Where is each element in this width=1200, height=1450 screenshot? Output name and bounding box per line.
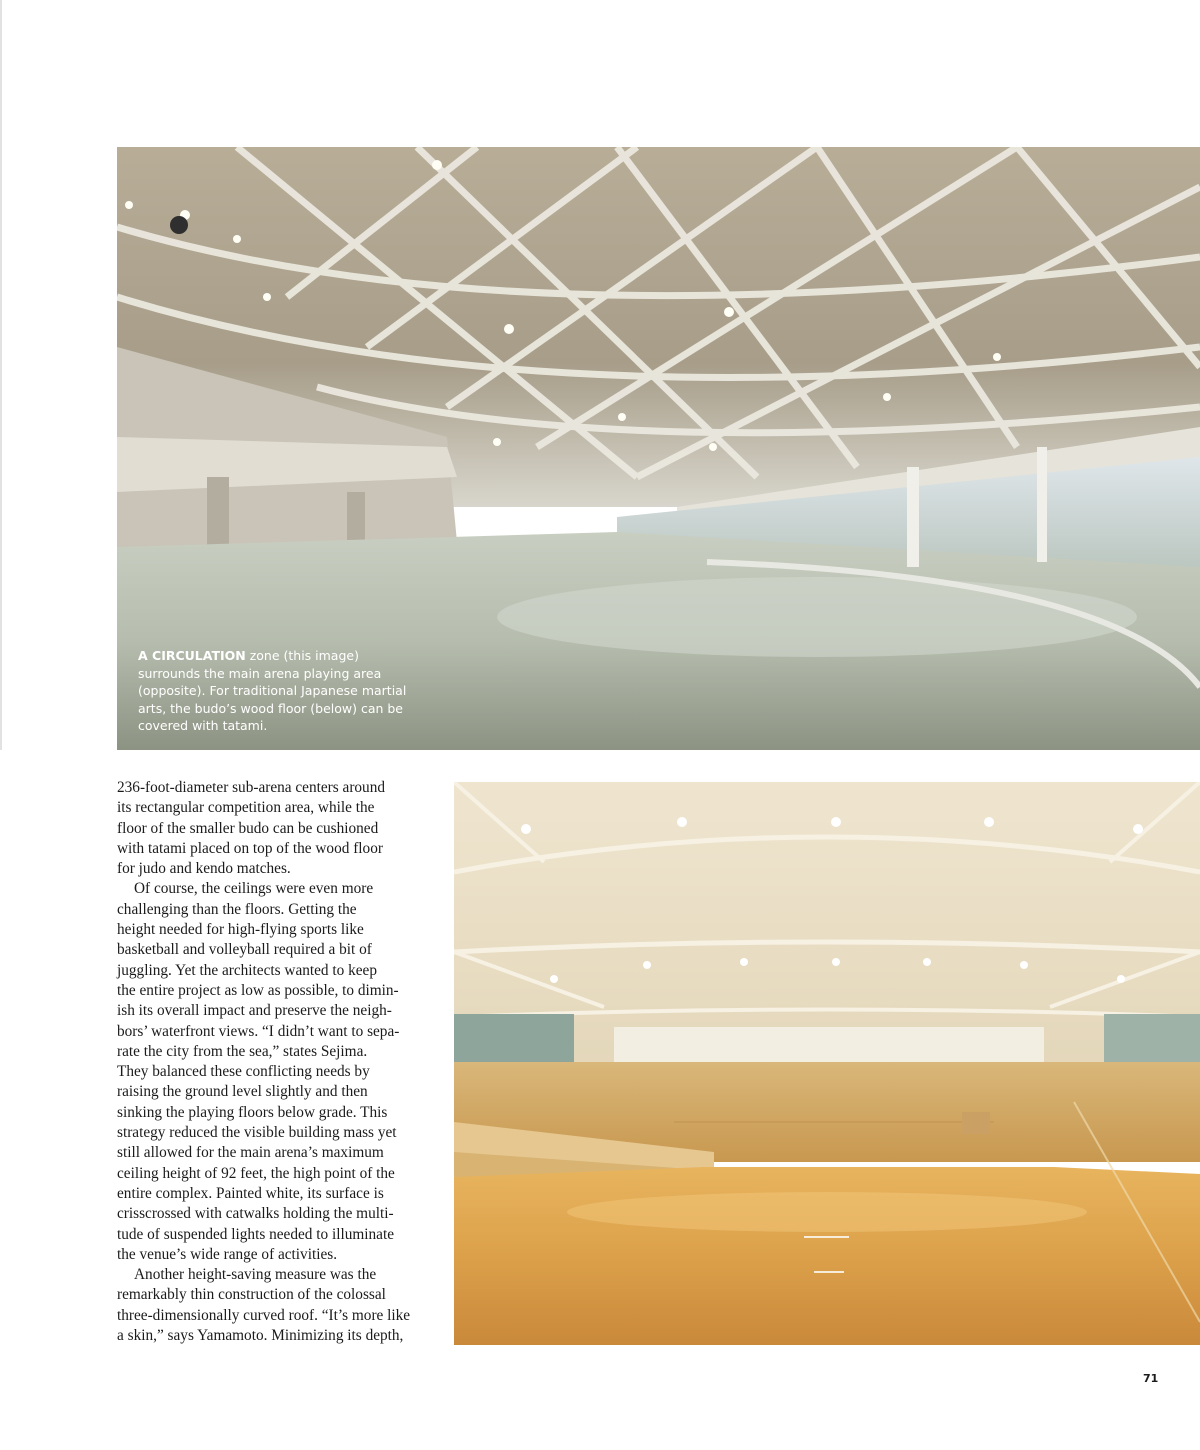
article-body — [117, 778, 429, 1346]
body-line: its rectangular competition area, while the — [117, 799, 375, 817]
body-line: three-dimensionally curved roof. “It’s more like — [117, 1306, 411, 1324]
caption-line: (opposite). For traditional Japanese martial — [138, 683, 407, 699]
body-line: the entire project as low as possible, to dimin- — [117, 981, 399, 999]
body-line: the venue’s wide range of activities. — [117, 1245, 338, 1263]
body-line: height needed for high-flying sports like — [117, 921, 364, 939]
caption-line: covered with tatami. — [138, 718, 268, 734]
body-line: They balanced these conflicting needs by — [117, 1063, 370, 1081]
body-line: bors’ waterfront views. “I didn’t want to sepa- — [117, 1022, 400, 1040]
body-line: sinking the playing floors below grade. This — [117, 1103, 388, 1121]
body-line: still allowed for the main arena’s maximum — [117, 1144, 384, 1162]
body-line: entire complex. Painted white, its surface is — [117, 1184, 384, 1202]
body-line: crisscrossed with catwalks holding the multi- — [117, 1205, 394, 1223]
body-line: remarkably thin construction of the colossal — [117, 1286, 386, 1304]
body-line: ceiling height of 92 feet, the high point of the — [117, 1164, 395, 1182]
body-line: raising the ground level slightly and then — [117, 1083, 368, 1101]
body-line: for judo and kendo matches. — [117, 860, 291, 878]
body-line: a skin,” says Yamamoto. Minimizing its depth, — [117, 1327, 404, 1345]
page-number: 71 — [1143, 1372, 1159, 1385]
body-line: Of course, the ceilings were even more — [134, 880, 374, 898]
body-line: 236-foot-diameter sub-arena centers around — [117, 779, 386, 796]
budo-hall-photo — [454, 782, 1200, 1345]
budo-hall-image — [454, 782, 1200, 1345]
body-line: rate the city from the sea,” states Sejima. — [117, 1042, 368, 1060]
body-line: challenging than the floors. Getting the — [117, 900, 357, 918]
body-line: Another height-saving measure was the — [134, 1266, 377, 1284]
body-line: ish its overall impact and preserve the neigh- — [117, 1002, 392, 1020]
body-line: juggling. Yet the architects wanted to keep — [117, 961, 377, 979]
body-line: tude of suspended lights needed to illuminate — [117, 1225, 394, 1243]
caption-lead: A CIRCULATION — [138, 648, 246, 663]
caption-line: surrounds the main arena playing area — [138, 665, 382, 681]
circulation-zone-photo — [117, 147, 1200, 750]
body-line: floor of the smaller budo can be cushioned — [117, 819, 379, 837]
caption-line: zone (this image) — [245, 648, 359, 663]
page-edge — [0, 0, 2, 750]
body-line: strategy reduced the visible building mass yet — [117, 1124, 397, 1142]
body-line: basketball and volleyball required a bit of — [117, 941, 372, 959]
photo-caption — [138, 647, 438, 735]
body-line: with tatami placed on top of the wood floor — [117, 839, 383, 857]
caption-line: arts, the budo’s wood floor (below) can be — [138, 700, 404, 716]
